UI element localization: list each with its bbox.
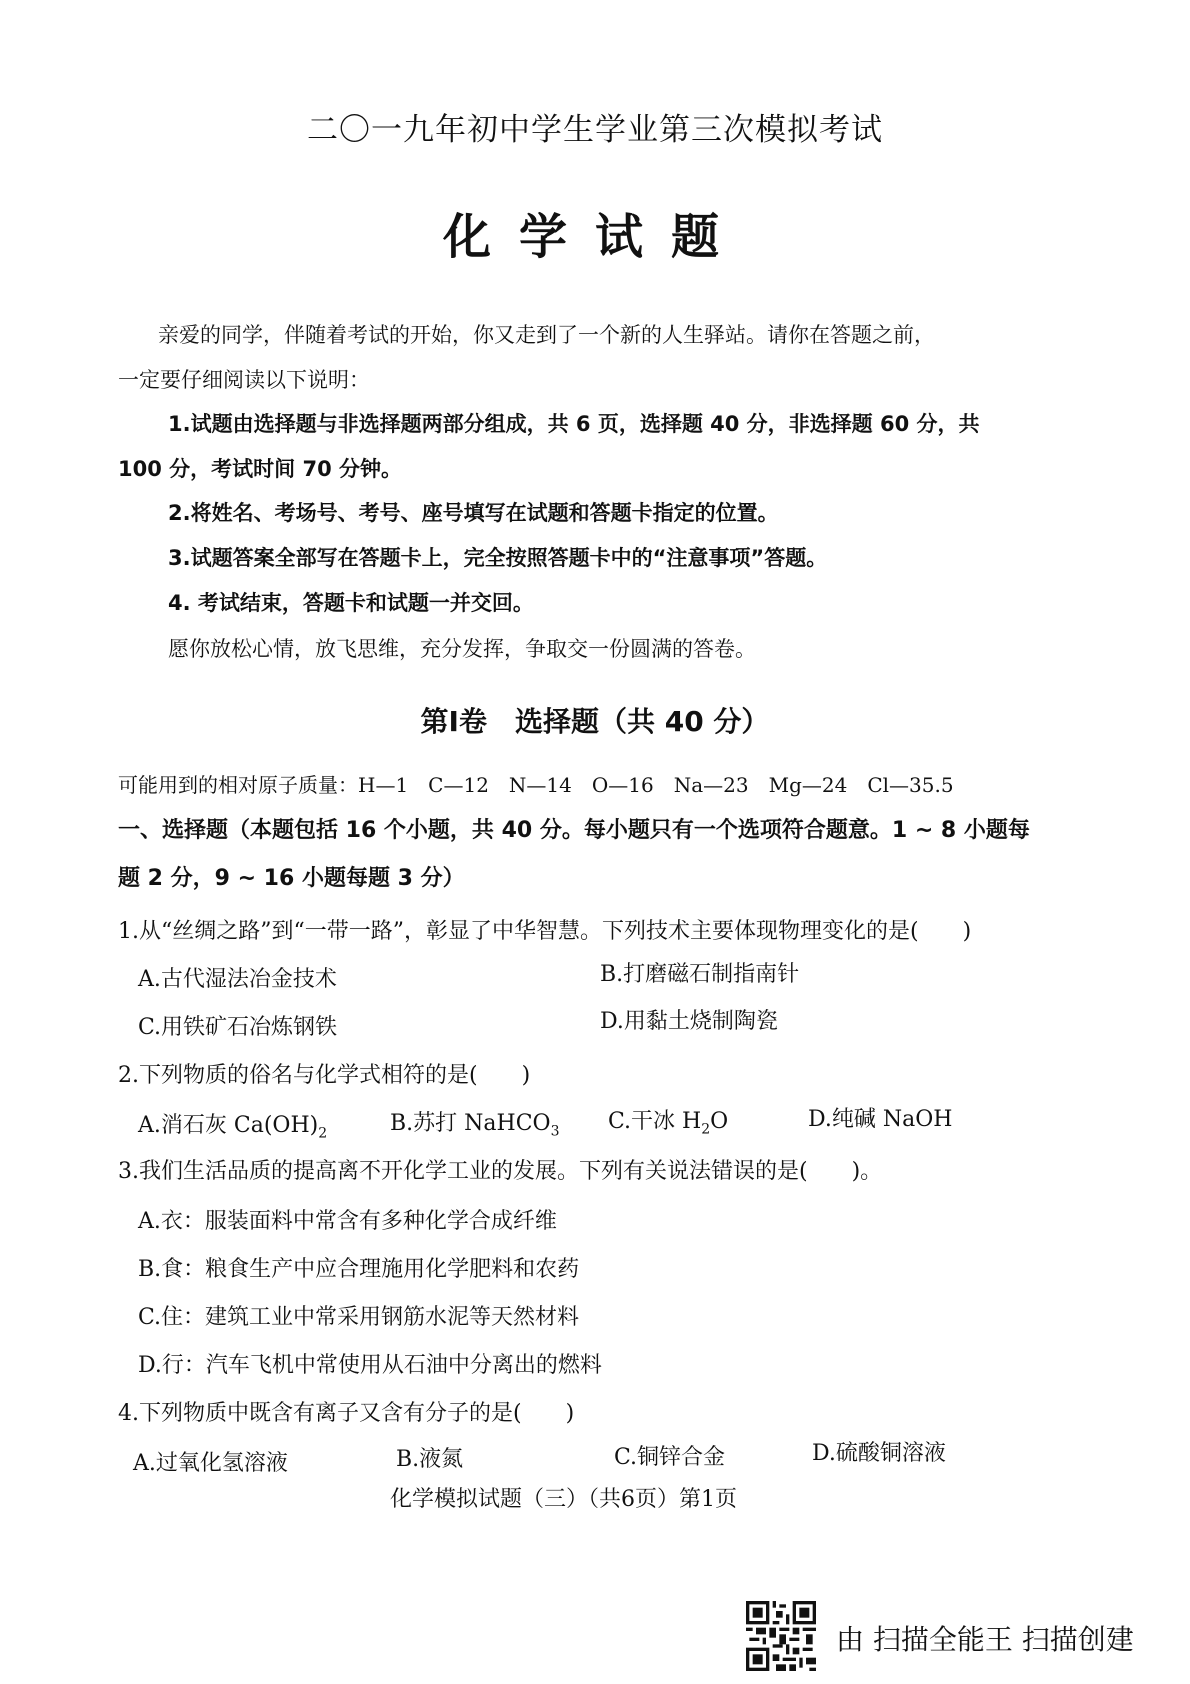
question-2-option-c [608,1104,728,1137]
note-1b: 100 分，考试时间 70 分钟。 [118,457,402,481]
atomic-masses: 可能用到的相对原子质量：H—1 C—12 N—14 O—16 Na—23 Mg—24 Cl—35.5 [118,773,954,797]
page-footer: 化学模拟试题（三）（共6页）第1页 [390,1487,737,1512]
question-3-stem: 3.我们生活品质的提高离不开化学工业的发展。下列有关说法错误的是( )。 [118,1159,883,1184]
question-2-stem: 2.下列物质的俗名与化学式相符的是( ) [118,1063,531,1088]
question-4-stem: 4.下列物质中既含有离子又含有分子的是( ) [118,1401,575,1426]
note-1a: 1.试题由选择题与非选择题两部分组成，共 6 页，选择题 40 分，非选择题 60 分，共 [168,412,980,436]
note-3: 3.试题答案全部写在答题卡上，完全按照答题卡中的“注意事项”答题。 [168,546,828,570]
section-heading: 第Ⅰ卷 选择题（共 40 分） [420,705,770,738]
question-1-option-c: C.用铁矿石冶炼钢铁 [138,1015,338,1040]
question-3-option-d: D.行：汽车飞机中常使用从石油中分离出的燃料 [138,1353,602,1378]
q2-b-sub: 3 [550,1123,560,1140]
question-3-option-c: C.住：建筑工业中常采用钢筋水泥等天然材料 [138,1305,580,1330]
question-4-option-d: D.硫酸铜溶液 [812,1441,946,1466]
q2-b-text: B.苏打 NaHCO [390,1111,551,1136]
qr-code-icon [746,1601,816,1671]
wish-line: 愿你放松心情，放飞思维，充分发挥，争取交一份圆满的答卷。 [168,637,756,661]
q2-c-tail: O [710,1109,729,1134]
question-4-option-c: C.铜锌合金 [614,1445,726,1470]
question-1-option-d: D.用黏土烧制陶瓷 [600,1009,778,1034]
q2-a-text: A.消石灰 Ca(OH) [138,1113,319,1138]
instruction-line-a: 一、选择题（本题包括 16 个小题，共 40 分。每小题只有一个选项符合题意。1 ~ 8 小题每 [118,818,1030,843]
q2-c-sub: 2 [701,1121,711,1138]
question-3-option-a: A.衣：服装面料中常含有多种化学合成纤维 [138,1209,557,1234]
instruction-line-b: 题 2 分，9 ~ 16 小题每题 3 分） [118,866,465,891]
scanner-watermark: 由 扫描全能王 扫描创建 [836,1623,1134,1656]
exam-title: 二〇一九年初中学生学业第三次模拟考试 [307,112,883,148]
question-1-option-b: B.打磨磁石制指南针 [600,962,800,987]
question-2-option-a [138,1108,327,1141]
subject-title: 化学试题 [442,209,747,265]
question-3-option-b: B.食：粮食生产中应合理施用化学肥料和农药 [138,1257,580,1282]
question-2-option-d: D.纯碱 NaOH [808,1107,953,1132]
question-1-option-a: A.古代湿法冶金技术 [138,967,337,992]
note-4: 4. 考试结束，答题卡和试题一并交回。 [168,591,534,615]
intro-line-2: 一定要仔细阅读以下说明： [118,368,370,392]
note-2: 2.将姓名、考场号、考号、座号填写在试题和答题卡指定的位置。 [168,501,779,525]
question-1-stem: 1.从“丝绸之路”到“一带一路”，彰显了中华智慧。下列技术主要体现物理变化的是( ) [118,919,972,944]
question-2-option-b [390,1106,560,1139]
q2-c-text: C.干冰 H [608,1109,702,1134]
question-4-option-a: A.过氧化氢溶液 [133,1451,288,1476]
intro-line-1: 亲爱的同学，伴随着考试的开始，你又走到了一个新的人生驿站。请你在答题之前， [158,323,935,347]
q2-a-sub: 2 [318,1125,328,1142]
question-4-option-b: B.液氮 [396,1447,464,1472]
